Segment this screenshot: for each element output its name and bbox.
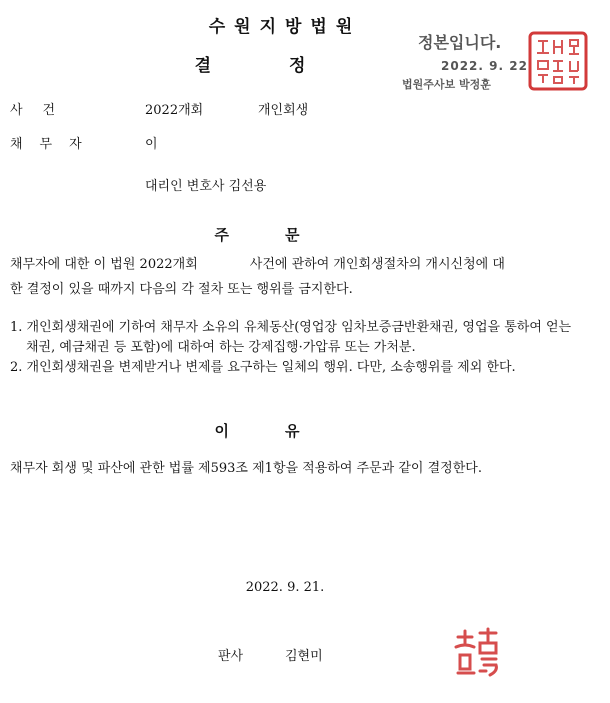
debtor-value: 이 — [145, 137, 158, 152]
court-name: 수원지방법원 — [208, 17, 362, 37]
certification-stamp-text: 정본입니다. — [418, 33, 502, 52]
order-paragraph-line1-b: 사건에 관하여 개인회생절차의 개시신청에 대 — [249, 257, 505, 272]
order-paragraph — [10, 252, 570, 302]
document-title: 결정 — [194, 56, 384, 76]
order-paragraph-line1-a: 채무자에 대한 이 법원 2022개회 — [10, 257, 198, 272]
representative: 대리인 변호사 김선용 — [145, 179, 267, 194]
judge-name: 김현미 — [285, 649, 323, 664]
certification-date: 2022. 9. 22. — [441, 59, 534, 73]
order-paragraph-line2: 한 결정이 있을 때까지 다음의 각 절차 또는 행위를 금지한다. — [10, 282, 353, 297]
order-item-1: 1. 개인회생채권에 기하여 채무자 소유의 유체동산(영업장 임차보증금반환채권, 영업을 통하여 얻는 채권, 예금채권 등 포함)에 대하여 하는 강제집행·가압류 또는 가처분. — [10, 320, 572, 355]
judge-title: 판사 — [218, 649, 244, 664]
certification-officer: 법원주사보 박정훈 — [402, 78, 491, 91]
debtor-label: 채무자 — [10, 137, 99, 152]
case-type: 개인회생 — [258, 103, 309, 118]
case-label: 사건 — [10, 103, 76, 118]
judge-seal-icon — [450, 625, 505, 680]
order-item-2: 2. 개인회생채권을 변제받거나 변제를 요구하는 일체의 행위. 다만, 소송행위를 제외 한다. — [10, 360, 516, 375]
order-heading: 주문 — [214, 226, 356, 244]
court-seal-icon — [528, 31, 588, 91]
reason-paragraph: 채무자 회생 및 파산에 관한 법률 제593조 제1항을 적용하여 주문과 같이 결정한다. — [10, 461, 482, 476]
case-number: 2022개회 — [145, 103, 204, 118]
reason-heading: 이유 — [214, 422, 356, 440]
decision-date: 2022. 9. 21. — [245, 580, 325, 595]
